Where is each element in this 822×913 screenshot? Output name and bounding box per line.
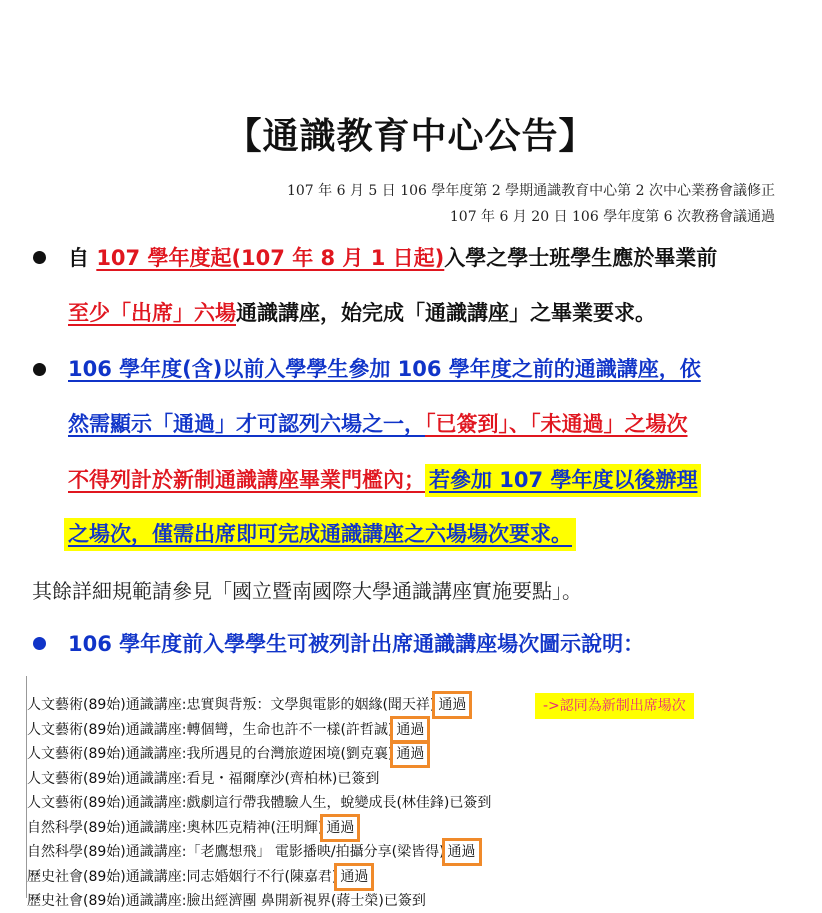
bullet1-line1	[68, 244, 717, 272]
record-row	[27, 718, 427, 742]
pass-status: 通過	[393, 718, 427, 742]
bullet3-line: 106 學年度前入學學生可被列計出席通識講座場次圖示說明：	[68, 632, 645, 656]
text-segment-red: 不得列計於新制通識講座畢業門檻內；	[68, 468, 425, 492]
text-segment-highlight: 若參加 107 學年度以後辦理	[425, 464, 701, 497]
bullet-dot	[33, 251, 46, 264]
lecture-record-screenshot	[26, 676, 822, 909]
record-text: 人文藝術(89始)通識講座:忠實與背叛：文學與電影的姻緣(聞天祥)	[27, 697, 436, 713]
pass-status: 通過	[435, 693, 469, 717]
text-segment: 自	[68, 246, 97, 270]
record-text: 人文藝術(89始)通識講座:我所遇見的台灣旅遊困境(劉克襄)	[27, 746, 394, 762]
record-row	[27, 742, 427, 766]
record-row	[27, 889, 426, 913]
record-text: 人文藝術(89始)通識講座:看見・福爾摩沙(齊柏林)已簽到	[27, 770, 380, 787]
bullet-dot-blue	[33, 637, 46, 650]
record-text: 自然科學(89始)通識講座:「老鷹想飛」 電影播映/拍攝分享(梁皆得)	[27, 844, 445, 860]
record-text: 人文藝術(89始)通識講座:轉個彎，生命也許不一樣(許哲誠)	[27, 721, 394, 738]
record-row	[27, 767, 379, 791]
record-row	[27, 865, 371, 889]
text-segment-highlight: 之場次，僅需出席即可完成通識講座之六場場次要求。	[64, 518, 576, 551]
text-segment: 入學之學士班學生應於畢業前	[444, 246, 718, 270]
text-segment-red: 「已簽到」、「未通過」之場次	[425, 412, 688, 436]
record-text: 人文藝術(89始)通識講座:戲劇這行帶我體驗人生，蛻變成長(林佳鋒)已簽到	[27, 795, 492, 811]
bullet2-line1: 106 學年度(含)以前入學學生參加 106 學年度之前的通識講座，依	[68, 357, 701, 381]
revision-dates	[287, 178, 775, 230]
text-segment-blue: 然需顯示「通過」才可認列六場之一，	[68, 412, 425, 436]
text-segment-red: 107 學年度起(107 年 8 月 1 日起)	[96, 246, 445, 270]
bullet2-line2	[68, 410, 688, 438]
record-text: 自然科學(89始)通識講座:奧林匹克精神(汪明輝)	[27, 819, 324, 836]
pass-status: 通過	[393, 742, 427, 766]
record-row	[27, 840, 479, 864]
pass-status: 通過	[337, 865, 371, 889]
record-row	[27, 693, 469, 717]
pass-status: 通過	[323, 816, 357, 840]
record-row	[27, 816, 357, 840]
revision-date-1: 107 年 6 月 5 日 106 學年度第 2 學期通識教育中心第 2 次中心業務會議修正	[286, 183, 775, 199]
text-segment-red: 至少「出席」六場	[68, 301, 236, 325]
bullet2-line4	[64, 520, 576, 548]
note-badge: ->認同為新制出席場次	[535, 693, 694, 719]
bullet2-line3	[68, 466, 701, 494]
record-text: 歷史社會(89始)通識講座:同志婚姻行不行(陳嘉君)	[27, 868, 338, 885]
text-segment: 通識講座，始完成「通識講座」之畢業要求。	[236, 301, 656, 325]
record-text: 歷史社會(89始)通識講座:臉出經濟團 鼻開新視界(蔣士榮)已簽到	[27, 893, 426, 909]
revision-date-2: 107 年 6 月 20 日 106 學年度第 6 次教務會議通過	[449, 209, 775, 225]
page-title: 【通識教育中心公告】	[225, 116, 596, 157]
reference-text: 其餘詳細規範請參見「國立暨南國際大學通識講座實施要點」。	[32, 579, 582, 603]
bullet-dot	[33, 363, 46, 376]
bullet1-line2	[68, 299, 656, 327]
record-row	[27, 791, 491, 815]
pass-status: 通過	[445, 840, 479, 864]
